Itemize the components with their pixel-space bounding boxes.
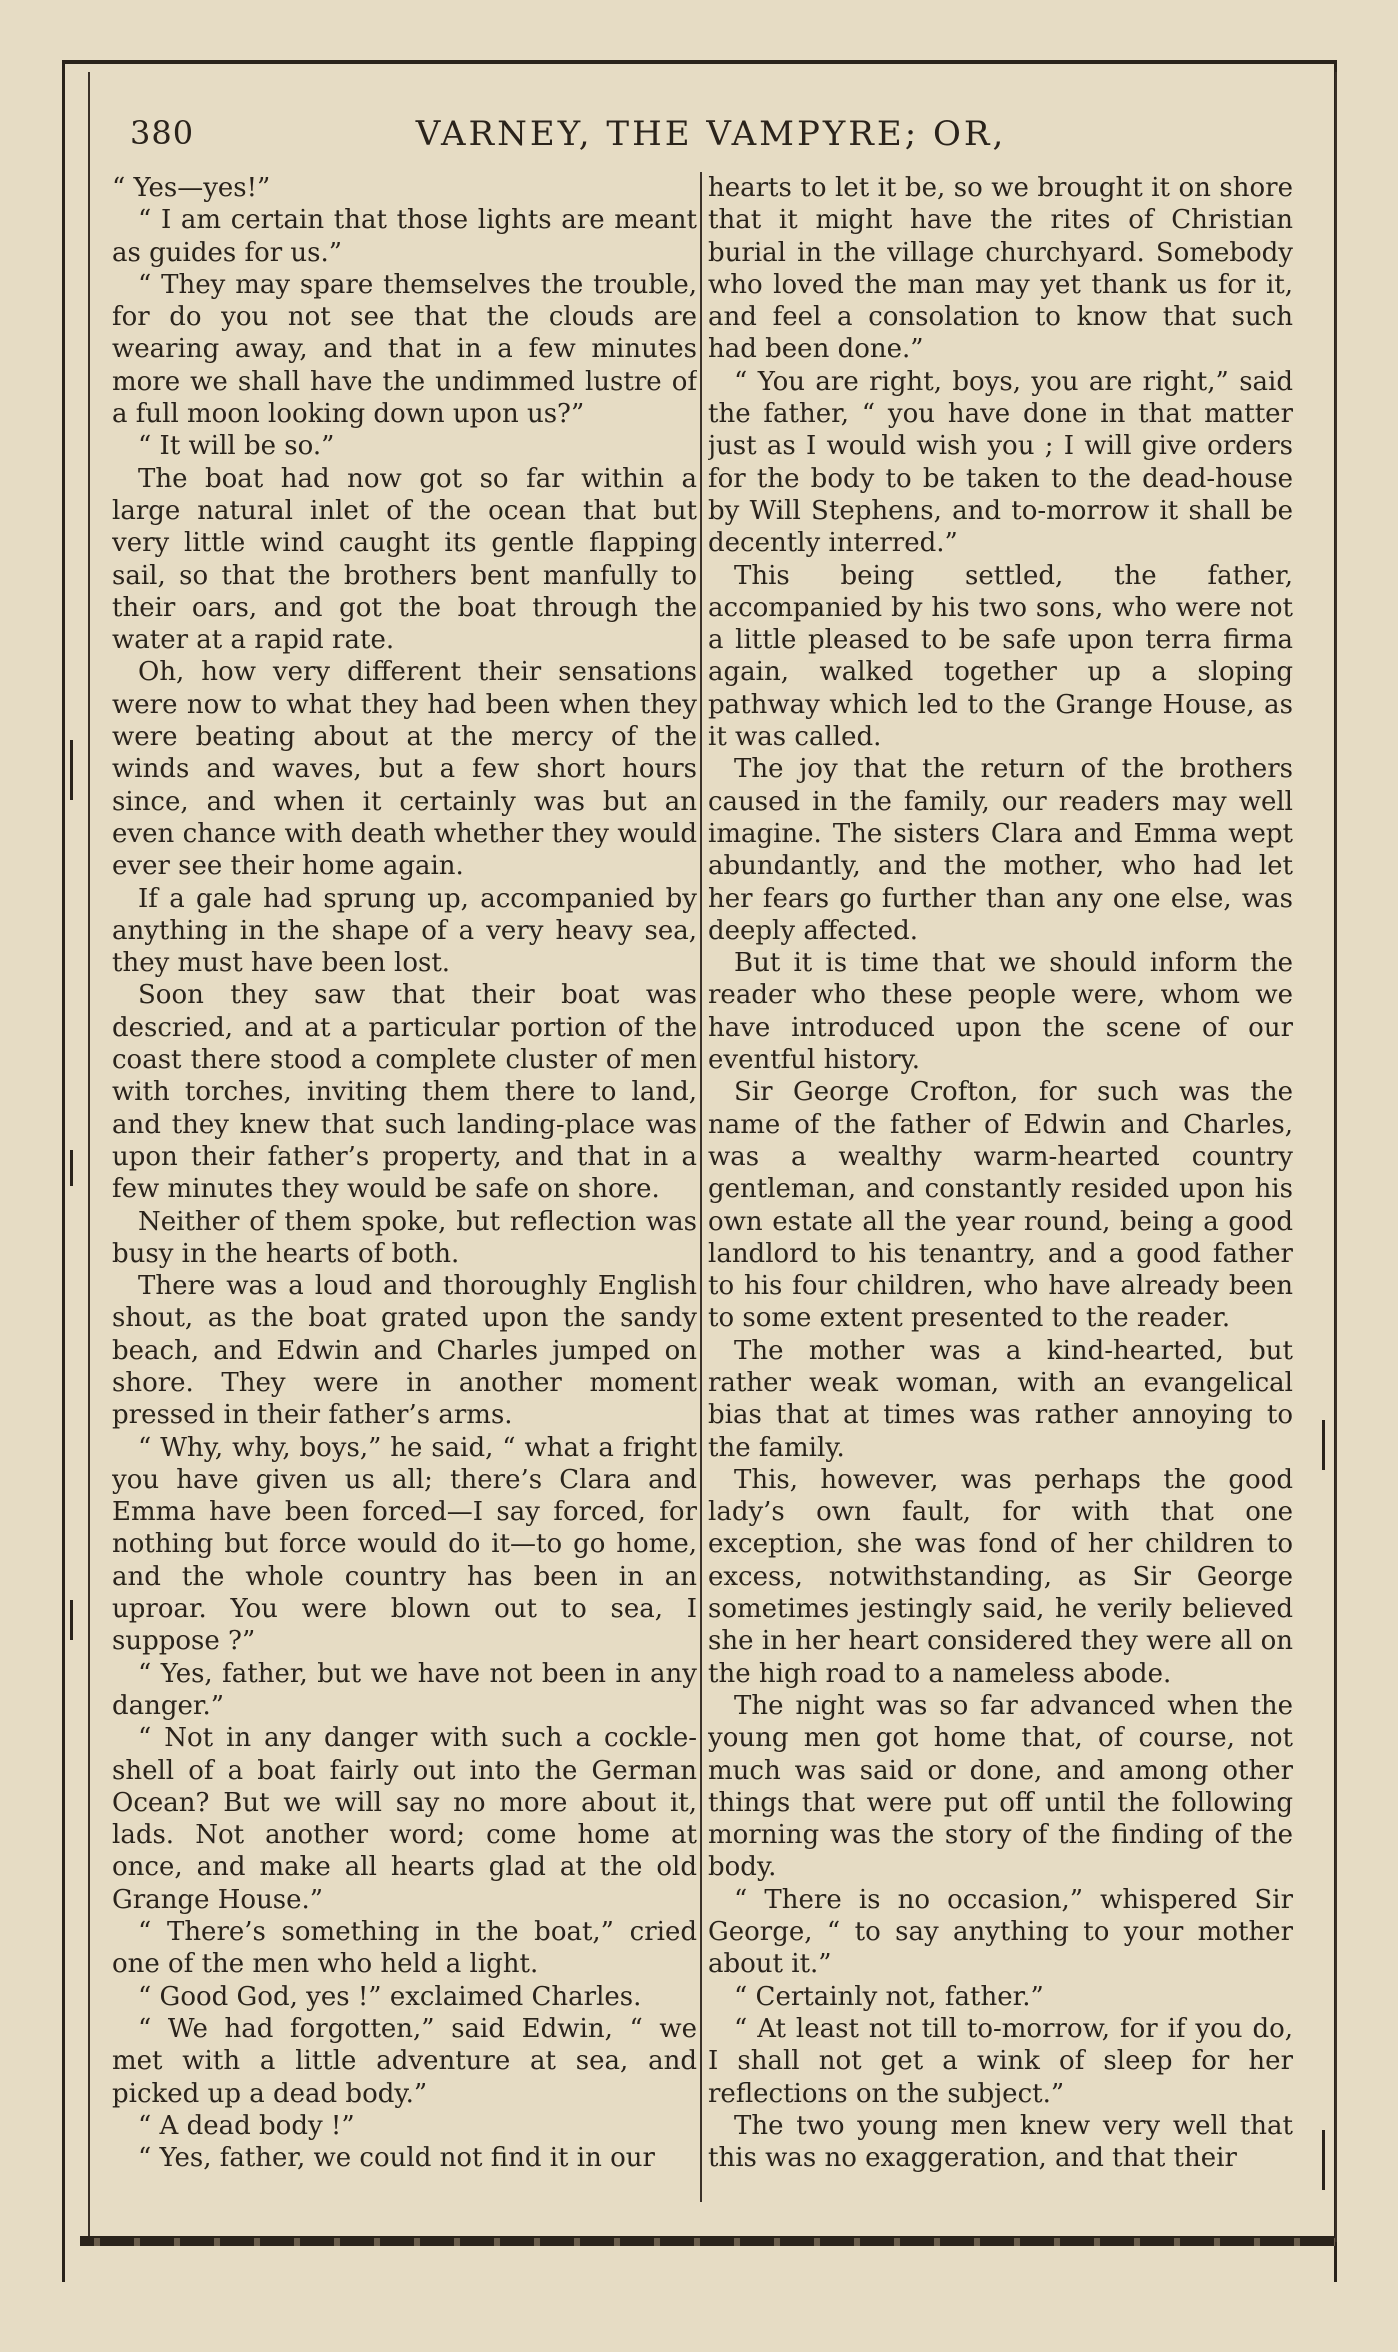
margin-mark: [70, 1150, 73, 1186]
paragraph: “ Good God, yes !” exclaimed Charles.: [138, 1981, 642, 2012]
bottom-rule: [80, 2236, 1335, 2246]
paragraph: “ Yes, father, but we have not been in any danger.”: [112, 1658, 697, 1721]
paragraph: “ They may spare themselves the trouble, for do you not see that the clouds are wearing away, and that in a few minutes more we shall have the undimmed lustre of a full moon looking down upon us?”: [112, 269, 697, 430]
paragraph: “ You are right, boys, you are right,” said the father, “ you have done in that matter just as I would wish you ; I will give orders for the body to be taken to the dead-house by Will Stephens, and to-morrow it shall be decently interred.”: [708, 366, 1293, 559]
margin-mark: [70, 740, 73, 800]
paragraph: “ Yes—yes!”: [112, 173, 271, 203]
paragraph: If a gale had sprung up, accompanied by anything in the shape of a very heavy sea, they must have been lost.: [112, 883, 697, 979]
left-column: [112, 172, 697, 2212]
paragraph: Soon they saw that their boat was descried, and at a particular portion of the coast there stood a complete cluster of men with torches, inviting them there to land, and they knew that such landing-place was upon their father’s property, and that in a few minutes they would be safe on shore.: [112, 980, 697, 1205]
paragraph: “ Certainly not, father.”: [734, 1981, 1044, 2012]
paragraph: Neither of them spoke, but reflection was busy in the hearts of both.: [112, 1206, 697, 1269]
paragraph: The joy that the return of the brothers caused in the family, our readers may well imagine. The sisters Clara and Emma wept abundantly, and the mother, who had let her fears go further than any one else, was deeply affected.: [708, 754, 1293, 946]
paragraph: “ It will be so.”: [138, 431, 335, 462]
paragraph: There was a loud and thoroughly English shout, as the boat grated upon the sandy beach, and Edwin and Charles jumped on shore. They were in another moment pressed in their father’s arms.: [112, 1271, 697, 1431]
paragraph: The boat had now got so far within a large natural inlet of the ocean that but very little wind caught its gentle flapping sail, so that the brothers bent manfully to their oars, and got the boat through the water at a rapid rate.: [112, 463, 697, 656]
paragraph: “ We had forgotten,” said Edwin, “ we met with a little adventure at sea, and picked up a dead body.”: [112, 2013, 697, 2109]
page-header: [96, 104, 1326, 164]
paragraph: “ There is no occasion,” whispered Sir George, “ to say anything to your mother about it.”: [708, 1884, 1293, 1980]
page-number: 380: [130, 114, 195, 152]
paragraph: “ Why, why, boys,” he said, “ what a fright you have given us all; there’s Clara and Emma have been forced—I say forced, for nothing but force would do it—to go home, and the whole country has been in an uproar. You were blown out to sea, I suppose ?”: [112, 1432, 697, 1657]
paragraph: “ There’s something in the boat,” cried one of the men who held a light.: [112, 1917, 697, 1980]
column-divider: [700, 172, 702, 2202]
paragraph: But it is time that we should inform the reader who these people were, whom we have introduced upon the scene of our eventful history.: [708, 948, 1293, 1076]
paragraph: The night was so far advanced when the young men got home that, of course, not much was said or done, and among other things that were put off until the following morning was the story of the finding of the body.: [708, 1690, 1293, 1883]
margin-mark: [1322, 1420, 1325, 1470]
paragraph: hearts to let it be, so we brought it on shore that it might have the rites of Christian burial in the village churchyard. Somebody who loved the man may yet thank us for it, and feel a consolation to know that such had been done.”: [708, 173, 1293, 365]
paragraph: The two young men knew very well that this was no exaggeration, and that their: [708, 2110, 1293, 2174]
paragraph: “ A dead body !”: [138, 2110, 355, 2141]
margin-mark: [70, 1600, 73, 1640]
paragraph: This being settled, the father, accompanied by his two sons, who were not a little pleased to be safe upon terra firma again, walked together up a sloping pathway which led to the Grange House, as it was called.: [708, 560, 1293, 753]
paragraph: Oh, how very different their sensations were now to what they had been when they were beating about at the mercy of the winds and waves, but a few short hours since, and when it certainly was but an even chance with death whether they would ever see their home again.: [112, 657, 697, 882]
paragraph: “ Yes, father, we could not find it in our: [138, 2143, 655, 2174]
paragraph: The mother was a kind-hearted, but rather weak woman, with an evangelical bias that at times was rather annoying to the family.: [708, 1335, 1293, 1463]
paragraph: This, however, was perhaps the good lady’s own fault, for with that one exception, she was fond of her children to excess, notwithstanding, as Sir George sometimes jestingly said, he verily believed she in her heart considered they were all on the high road to a nameless abode.: [708, 1464, 1293, 1689]
paragraph: “ Not in any danger with such a cockle-shell of a boat fairly out into the German Ocean? But we will say no more about it, lads. Not another word; come home at once, and make all hearts glad at the old Grange House.”: [112, 1723, 697, 1915]
paragraph: “ At least not till to-morrow, for if you do, I shall not get a wink of sleep for her reflections on the subject.”: [708, 2013, 1293, 2109]
margin-mark: [1322, 2130, 1325, 2190]
paragraph: Sir George Crofton, for such was the name of the father of Edwin and Charles, was a wealthy warm-hearted country gentleman, and constantly resided upon his own estate all the year round, being a good landlord to his tenantry, and a good father to his four children, who have already been to some extent presented to the reader.: [708, 1077, 1293, 1334]
paragraph: “ I am certain that those lights are meant as guides for us.”: [112, 205, 697, 268]
right-column: [708, 172, 1293, 2212]
running-title: VARNEY, THE VAMPYRE; OR,: [415, 114, 1007, 154]
